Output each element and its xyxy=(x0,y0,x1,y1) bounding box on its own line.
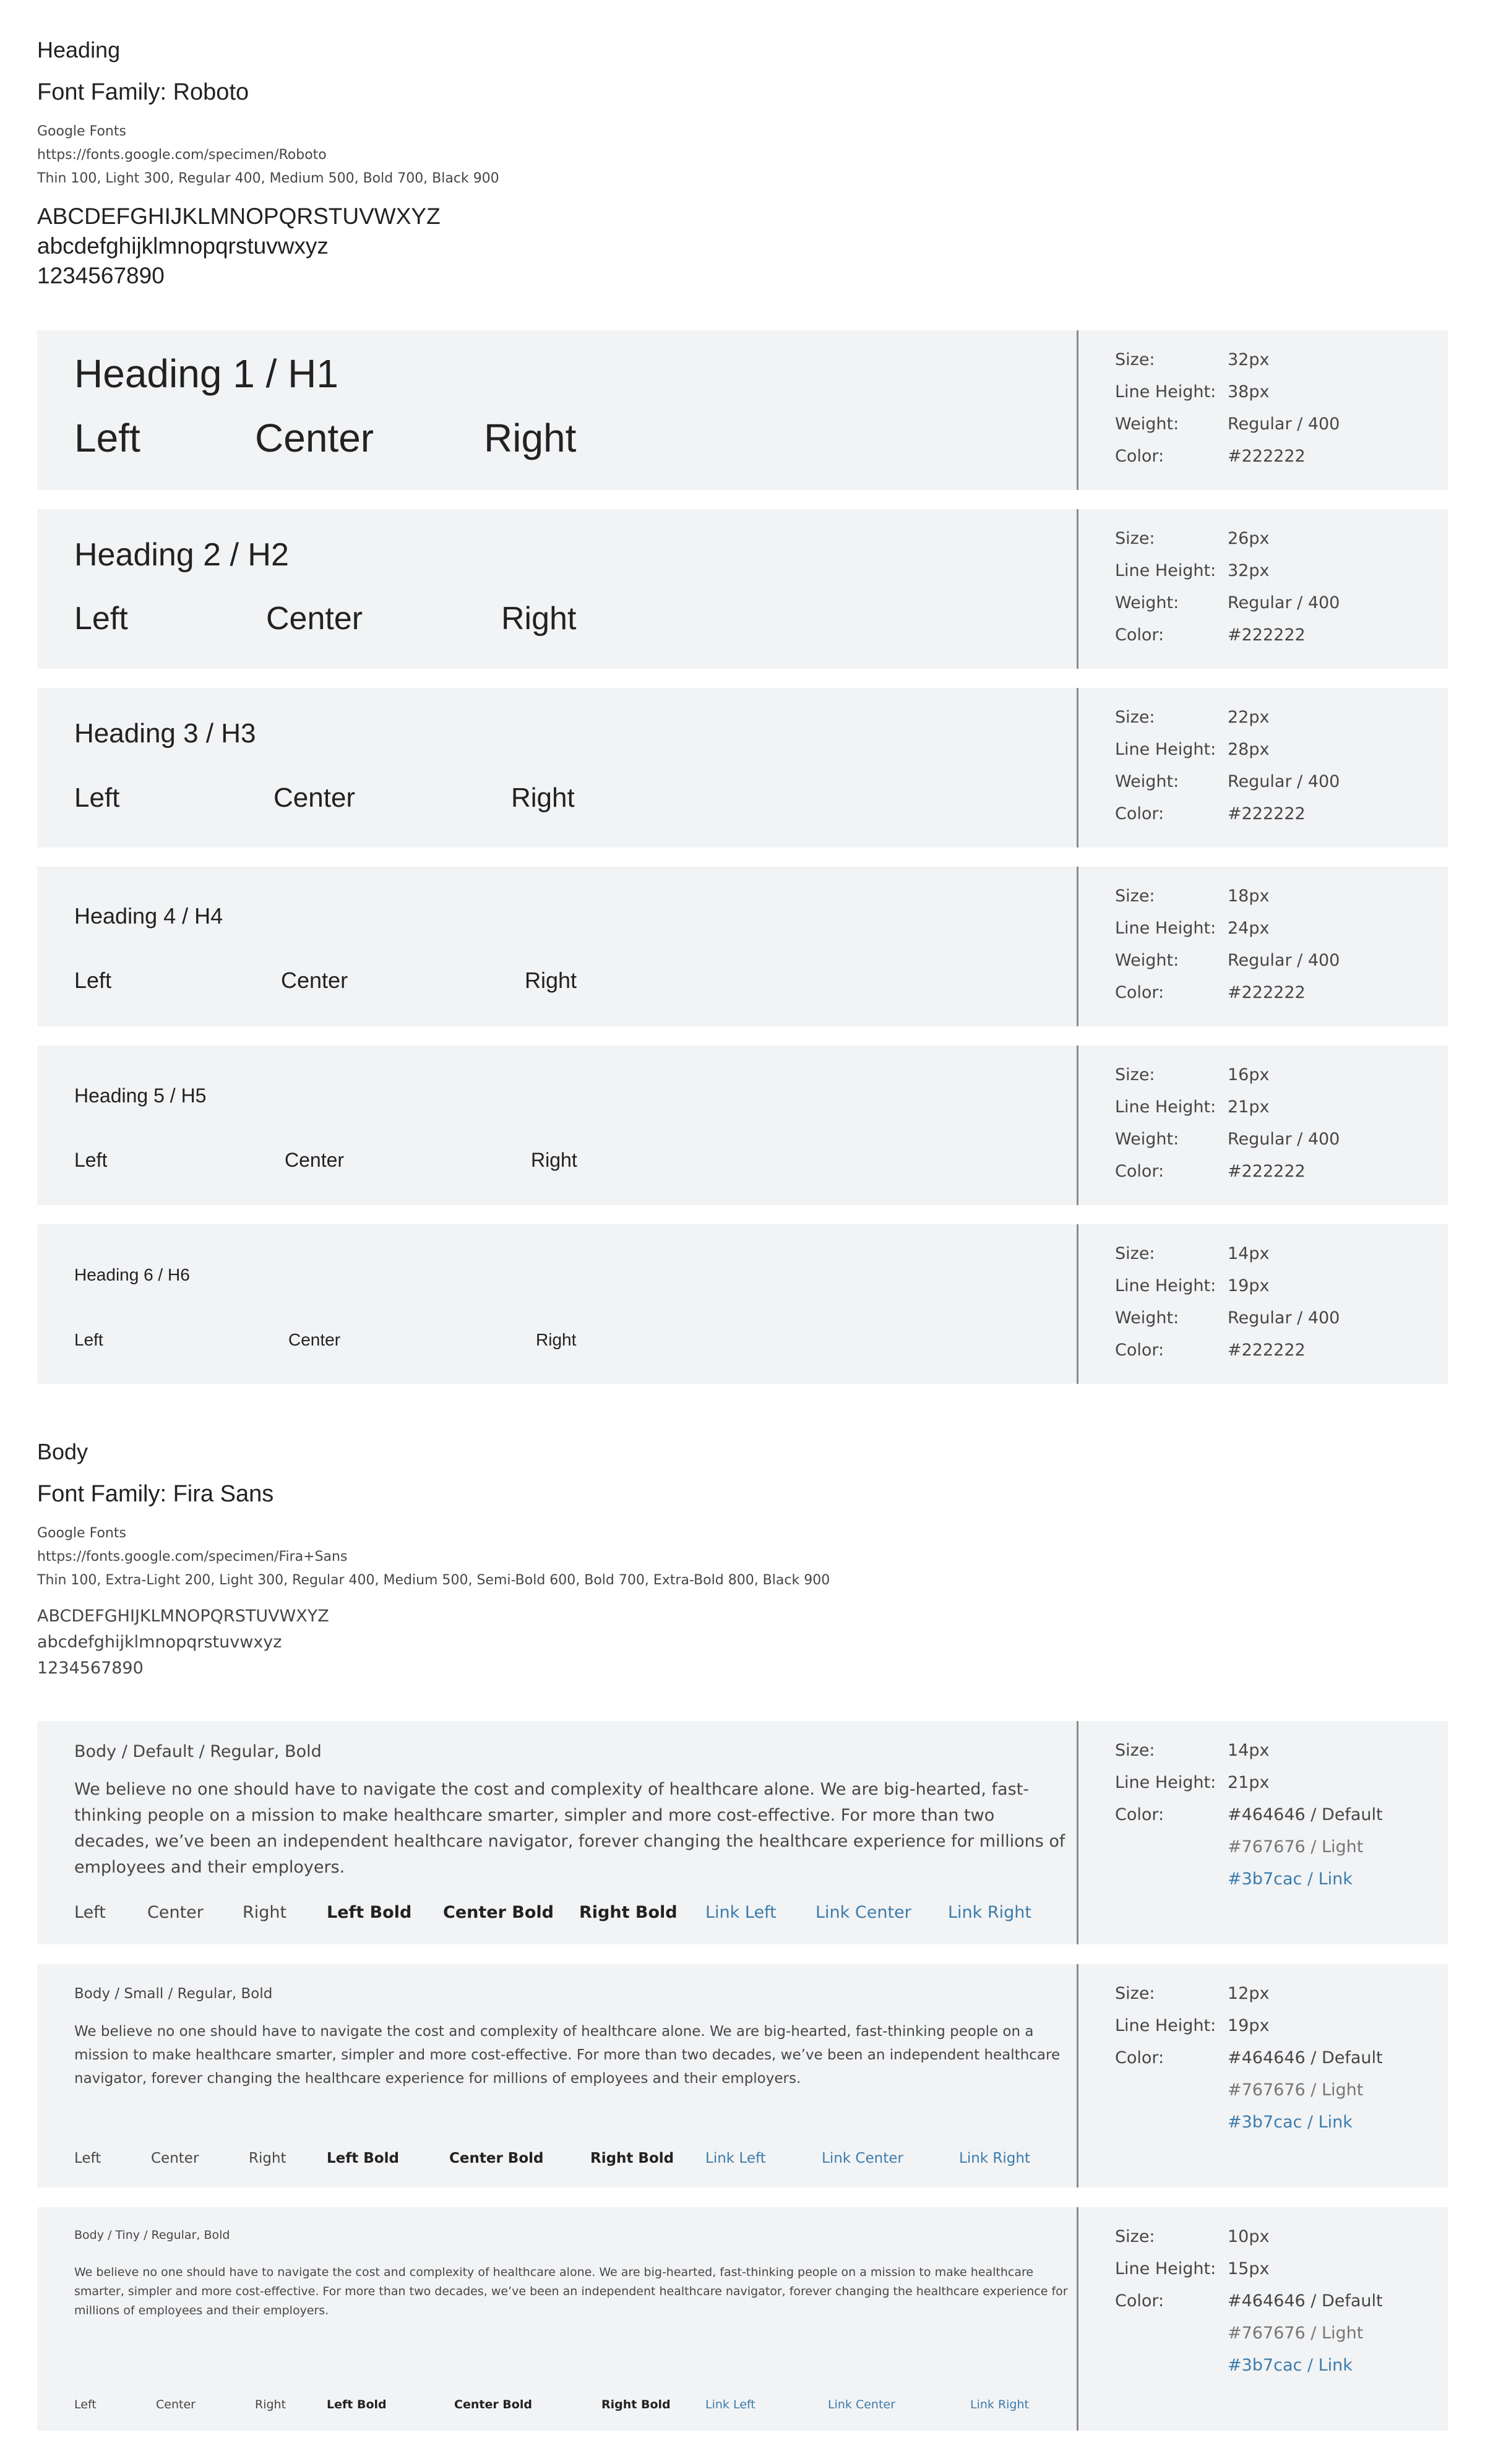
body-sample-paragraph: We believe no one should have to navigate the cost and complexity of healthcare alone. We are big-hearted, fast-thinking people on a mission to make healthcare smarter, simpler and more cost-effective. For more than two decades, we’ve been an independent healthcare navigator, forever changing the healthcare experience for millions of employees and their employers. xyxy=(74,2265,1068,2317)
card-divider xyxy=(1077,1964,1078,2187)
align-left-label: Left xyxy=(74,1149,108,1171)
spec-line-height-label: Line Height: xyxy=(1115,2016,1216,2035)
spec-color-link: #3b7cac / Link xyxy=(1228,1869,1353,1889)
heading-specs xyxy=(1115,523,1340,651)
heading-digit-glyphs: 1234567890 xyxy=(37,263,165,288)
body-family-intro xyxy=(37,1438,1027,1681)
heading-uppercase-glyphs: ABCDEFGHIJKLMNOPQRSTUVWXYZ xyxy=(37,204,441,229)
heading-card-h5 xyxy=(37,1045,1448,1205)
card-divider xyxy=(1077,688,1078,848)
align-right-label: Right xyxy=(531,1149,577,1171)
spec-size-value: 22px xyxy=(1228,708,1270,727)
align-right-label: Right xyxy=(501,601,577,637)
heading-sample-title: Heading 6 / H6 xyxy=(74,1265,190,1284)
spec-line-height-label: Line Height: xyxy=(1115,1097,1216,1117)
spec-color-label: Color: xyxy=(1115,2048,1164,2067)
align-left-label: Left xyxy=(74,968,112,993)
card-divider xyxy=(1077,330,1078,490)
align-center-label: Center xyxy=(156,2398,196,2411)
card-divider xyxy=(1077,1224,1078,1384)
align-right-bold-label: Right Bold xyxy=(590,2150,674,2166)
spec-weight-value: Regular / 400 xyxy=(1228,772,1340,791)
spec-weight-label: Weight: xyxy=(1115,951,1179,970)
heading-sample-title: Heading 3 / H3 xyxy=(74,718,256,749)
align-right-label: Right xyxy=(511,783,575,813)
spec-color-link: #3b7cac / Link xyxy=(1228,2356,1353,2375)
heading-sample-title: Heading 4 / H4 xyxy=(74,903,223,929)
spec-color-default: #464646 / Default xyxy=(1228,1805,1383,1824)
spec-line-height-value: 28px xyxy=(1228,740,1270,759)
heading-family-intro xyxy=(37,36,903,291)
heading-card-h6 xyxy=(37,1224,1448,1384)
spec-color-light: #767676 / Light xyxy=(1228,2080,1364,2100)
link-right[interactable]: Link Right xyxy=(970,2398,1029,2411)
heading-card-h1 xyxy=(37,330,1448,490)
spec-line-height-value: 21px xyxy=(1228,1097,1270,1117)
spec-color-link: #3b7cac / Link xyxy=(1228,2113,1353,2132)
spec-size-value: 14px xyxy=(1228,1741,1270,1760)
spec-size-value: 32px xyxy=(1228,350,1270,369)
body-sample-paragraph: We believe no one should have to navigate the cost and complexity of healthcare alone. We are big-hearted, fast-thinking people on a mission to make healthcare smarter, simpler and more cost-effective. For more than two decades, we’ve been an independent healthcare navigator, forever changing the healthcare experience for millions of employees and their employers. xyxy=(74,2024,1061,2087)
spec-size-label: Size: xyxy=(1115,708,1155,727)
body-uppercase-glyphs: ABCDEFGHIJKLMNOPQRSTUVWXYZ xyxy=(37,1607,329,1626)
align-right-label: Right xyxy=(249,2150,286,2166)
spec-size-label: Size: xyxy=(1115,2227,1155,2246)
body-specs xyxy=(1115,2221,1383,2382)
spec-line-height-label: Line Height: xyxy=(1115,1773,1216,1792)
spec-color-value: #222222 xyxy=(1228,804,1306,823)
align-center-bold-label: Center Bold xyxy=(449,2150,544,2166)
card-divider xyxy=(1077,509,1078,669)
heading-specs xyxy=(1115,1238,1340,1367)
spec-color-light: #767676 / Light xyxy=(1228,2324,1364,2343)
link-center[interactable]: Link Center xyxy=(816,1903,911,1922)
align-center-label: Center xyxy=(285,1149,345,1171)
body-lowercase-glyphs: abcdefghijklmnopqrstuvwxyz xyxy=(37,1633,282,1652)
spec-color-value: #222222 xyxy=(1228,447,1306,466)
body-sample-paragraph: We believe no one should have to navigate the cost and complexity of healthcare alone. We are big-hearted, fast-thinking people on a mission to make healthcare smarter, simpler and more cost-effective. For more than two decades, we’ve been an independent healthcare navigator, forever changing the healthcare experience for millions of employees and their employers. xyxy=(74,1780,1065,1877)
heading-section-title: Heading xyxy=(37,37,121,62)
spec-line-height-label: Line Height: xyxy=(1115,2259,1216,2278)
body-font-source: Google Fonts xyxy=(37,1526,126,1541)
spec-weight-value: Regular / 400 xyxy=(1228,1130,1340,1149)
spec-weight-label: Weight: xyxy=(1115,1130,1179,1149)
spec-line-height-value: 32px xyxy=(1228,561,1270,580)
spec-color-label: Color: xyxy=(1115,804,1164,823)
spec-color-value: #222222 xyxy=(1228,983,1306,1002)
body-specs xyxy=(1115,1978,1383,2139)
body-digit-glyphs: 1234567890 xyxy=(37,1659,144,1678)
spec-weight-label: Weight: xyxy=(1115,414,1179,434)
card-divider xyxy=(1077,1045,1078,1205)
heading-lowercase-glyphs: abcdefghijklmnopqrstuvwxyz xyxy=(37,233,329,259)
heading-card-h3 xyxy=(37,688,1448,848)
body-specs xyxy=(1115,1735,1383,1895)
spec-size-value: 14px xyxy=(1228,1244,1270,1263)
spec-color-label: Color: xyxy=(1115,447,1164,466)
align-center-label: Center xyxy=(266,601,363,637)
heading-specs xyxy=(1115,880,1340,1009)
body-font-weights: Thin 100, Extra-Light 200, Light 300, Regular 400, Medium 500, Semi-Bold 600, Bold 700, Extra-Bold 800, Black 900 xyxy=(37,1573,830,1588)
align-center-bold-label: Center Bold xyxy=(443,1903,554,1922)
spec-color-label: Color: xyxy=(1115,625,1164,645)
spec-size-label: Size: xyxy=(1115,886,1155,906)
link-center[interactable]: Link Center xyxy=(828,2398,895,2411)
spec-line-height-value: 21px xyxy=(1228,1773,1270,1792)
body-section-title: Body xyxy=(37,1439,88,1464)
link-left[interactable]: Link Left xyxy=(705,2398,755,2411)
align-left-label: Left xyxy=(74,2150,101,2166)
align-right-bold-label: Right Bold xyxy=(601,2398,671,2411)
heading-font-family: Font Family: Roboto xyxy=(37,79,249,105)
spec-line-height-label: Line Height: xyxy=(1115,919,1216,938)
heading-font-url: https://fonts.google.com/specimen/Roboto xyxy=(37,147,327,163)
align-center-label: Center xyxy=(147,1903,204,1922)
spec-color-default: #464646 / Default xyxy=(1228,2291,1383,2311)
heading-card-h4 xyxy=(37,867,1448,1026)
spec-line-height-label: Line Height: xyxy=(1115,382,1216,401)
align-center-bold-label: Center Bold xyxy=(454,2398,532,2411)
spec-size-value: 16px xyxy=(1228,1065,1270,1084)
spec-weight-label: Weight: xyxy=(1115,593,1179,612)
align-center-label: Center xyxy=(273,783,356,813)
heading-sample-title: Heading 2 / H2 xyxy=(74,537,289,573)
spec-color-label: Color: xyxy=(1115,1341,1164,1360)
link-right[interactable]: Link Right xyxy=(959,2150,1030,2166)
spec-line-height-value: 38px xyxy=(1228,382,1270,401)
spec-size-label: Size: xyxy=(1115,529,1155,548)
align-center-label: Center xyxy=(151,2150,199,2166)
spec-size-label: Size: xyxy=(1115,1065,1155,1084)
align-right-label: Right xyxy=(536,1330,577,1349)
link-center[interactable]: Link Center xyxy=(822,2150,903,2166)
spec-weight-value: Regular / 400 xyxy=(1228,593,1340,612)
spec-line-height-value: 24px xyxy=(1228,919,1270,938)
align-left-label: Left xyxy=(74,416,140,460)
spec-color-value: #222222 xyxy=(1228,625,1306,645)
spec-line-height-value: 15px xyxy=(1228,2259,1270,2278)
heading-font-weights: Thin 100, Light 300, Regular 400, Medium 500, Bold 700, Black 900 xyxy=(37,171,499,186)
align-left-label: Left xyxy=(74,783,120,813)
spec-weight-value: Regular / 400 xyxy=(1228,951,1340,970)
body-card-tiny xyxy=(37,2207,1448,2431)
spec-size-label: Size: xyxy=(1115,1984,1155,2003)
spec-line-height-label: Line Height: xyxy=(1115,1276,1216,1295)
spec-size-value: 26px xyxy=(1228,529,1270,548)
spec-size-value: 10px xyxy=(1228,2227,1270,2246)
body-font-family: Font Family: Fira Sans xyxy=(37,1481,274,1507)
body-style-label: Body / Tiny / Regular, Bold xyxy=(74,2228,230,2242)
heading-specs xyxy=(1115,702,1340,830)
heading-card-h2 xyxy=(37,509,1448,669)
body-card-small xyxy=(37,1964,1448,2187)
align-left-bold-label: Left Bold xyxy=(327,2150,399,2166)
spec-color-value: #222222 xyxy=(1228,1162,1306,1181)
spec-color-value: #222222 xyxy=(1228,1341,1306,1360)
link-right[interactable]: Link Right xyxy=(948,1903,1031,1922)
spec-weight-label: Weight: xyxy=(1115,772,1179,791)
align-right-label: Right xyxy=(525,968,577,993)
spec-line-height-label: Line Height: xyxy=(1115,561,1216,580)
link-left[interactable]: Link Left xyxy=(705,1903,777,1922)
align-center-label: Center xyxy=(281,968,348,993)
heading-font-source: Google Fonts xyxy=(37,124,126,139)
spec-weight-label: Weight: xyxy=(1115,1308,1179,1328)
spec-line-height-label: Line Height: xyxy=(1115,740,1216,759)
spec-color-light: #767676 / Light xyxy=(1228,1837,1364,1857)
heading-specs xyxy=(1115,344,1340,473)
body-style-label: Body / Default / Regular, Bold xyxy=(74,1742,322,1761)
card-divider xyxy=(1077,2207,1078,2431)
align-center-label: Center xyxy=(288,1330,341,1349)
align-left-label: Left xyxy=(74,1903,106,1922)
align-right-label: Right xyxy=(243,1903,287,1922)
align-left-label: Left xyxy=(74,2398,97,2411)
card-divider xyxy=(1077,867,1078,1026)
align-left-label: Left xyxy=(74,1330,103,1349)
align-right-label: Right xyxy=(255,2398,286,2411)
body-style-label: Body / Small / Regular, Bold xyxy=(74,1986,273,2002)
body-card-default xyxy=(37,1721,1448,1944)
align-center-label: Center xyxy=(255,416,374,460)
spec-color-label: Color: xyxy=(1115,1162,1164,1181)
align-right-label: Right xyxy=(484,416,577,460)
spec-line-height-value: 19px xyxy=(1228,2016,1270,2035)
spec-color-label: Color: xyxy=(1115,2291,1164,2311)
spec-size-label: Size: xyxy=(1115,350,1155,369)
spec-color-label: Color: xyxy=(1115,983,1164,1002)
heading-specs xyxy=(1115,1059,1340,1188)
body-font-url: https://fonts.google.com/specimen/Fira+Sans xyxy=(37,1549,348,1565)
spec-size-value: 12px xyxy=(1228,1984,1270,2003)
spec-weight-value: Regular / 400 xyxy=(1228,414,1340,434)
heading-sample-title: Heading 1 / H1 xyxy=(74,351,338,396)
link-left[interactable]: Link Left xyxy=(705,2150,766,2166)
spec-size-value: 18px xyxy=(1228,886,1270,906)
align-right-bold-label: Right Bold xyxy=(579,1903,678,1922)
spec-line-height-value: 19px xyxy=(1228,1276,1270,1295)
heading-sample-title: Heading 5 / H5 xyxy=(74,1084,207,1107)
align-left-label: Left xyxy=(74,601,128,637)
spec-color-label: Color: xyxy=(1115,1805,1164,1824)
align-left-bold-label: Left Bold xyxy=(327,1903,412,1922)
spec-color-default: #464646 / Default xyxy=(1228,2048,1383,2067)
spec-size-label: Size: xyxy=(1115,1244,1155,1263)
spec-weight-value: Regular / 400 xyxy=(1228,1308,1340,1328)
card-divider xyxy=(1077,1721,1078,1944)
align-left-bold-label: Left Bold xyxy=(327,2398,387,2411)
spec-size-label: Size: xyxy=(1115,1741,1155,1760)
